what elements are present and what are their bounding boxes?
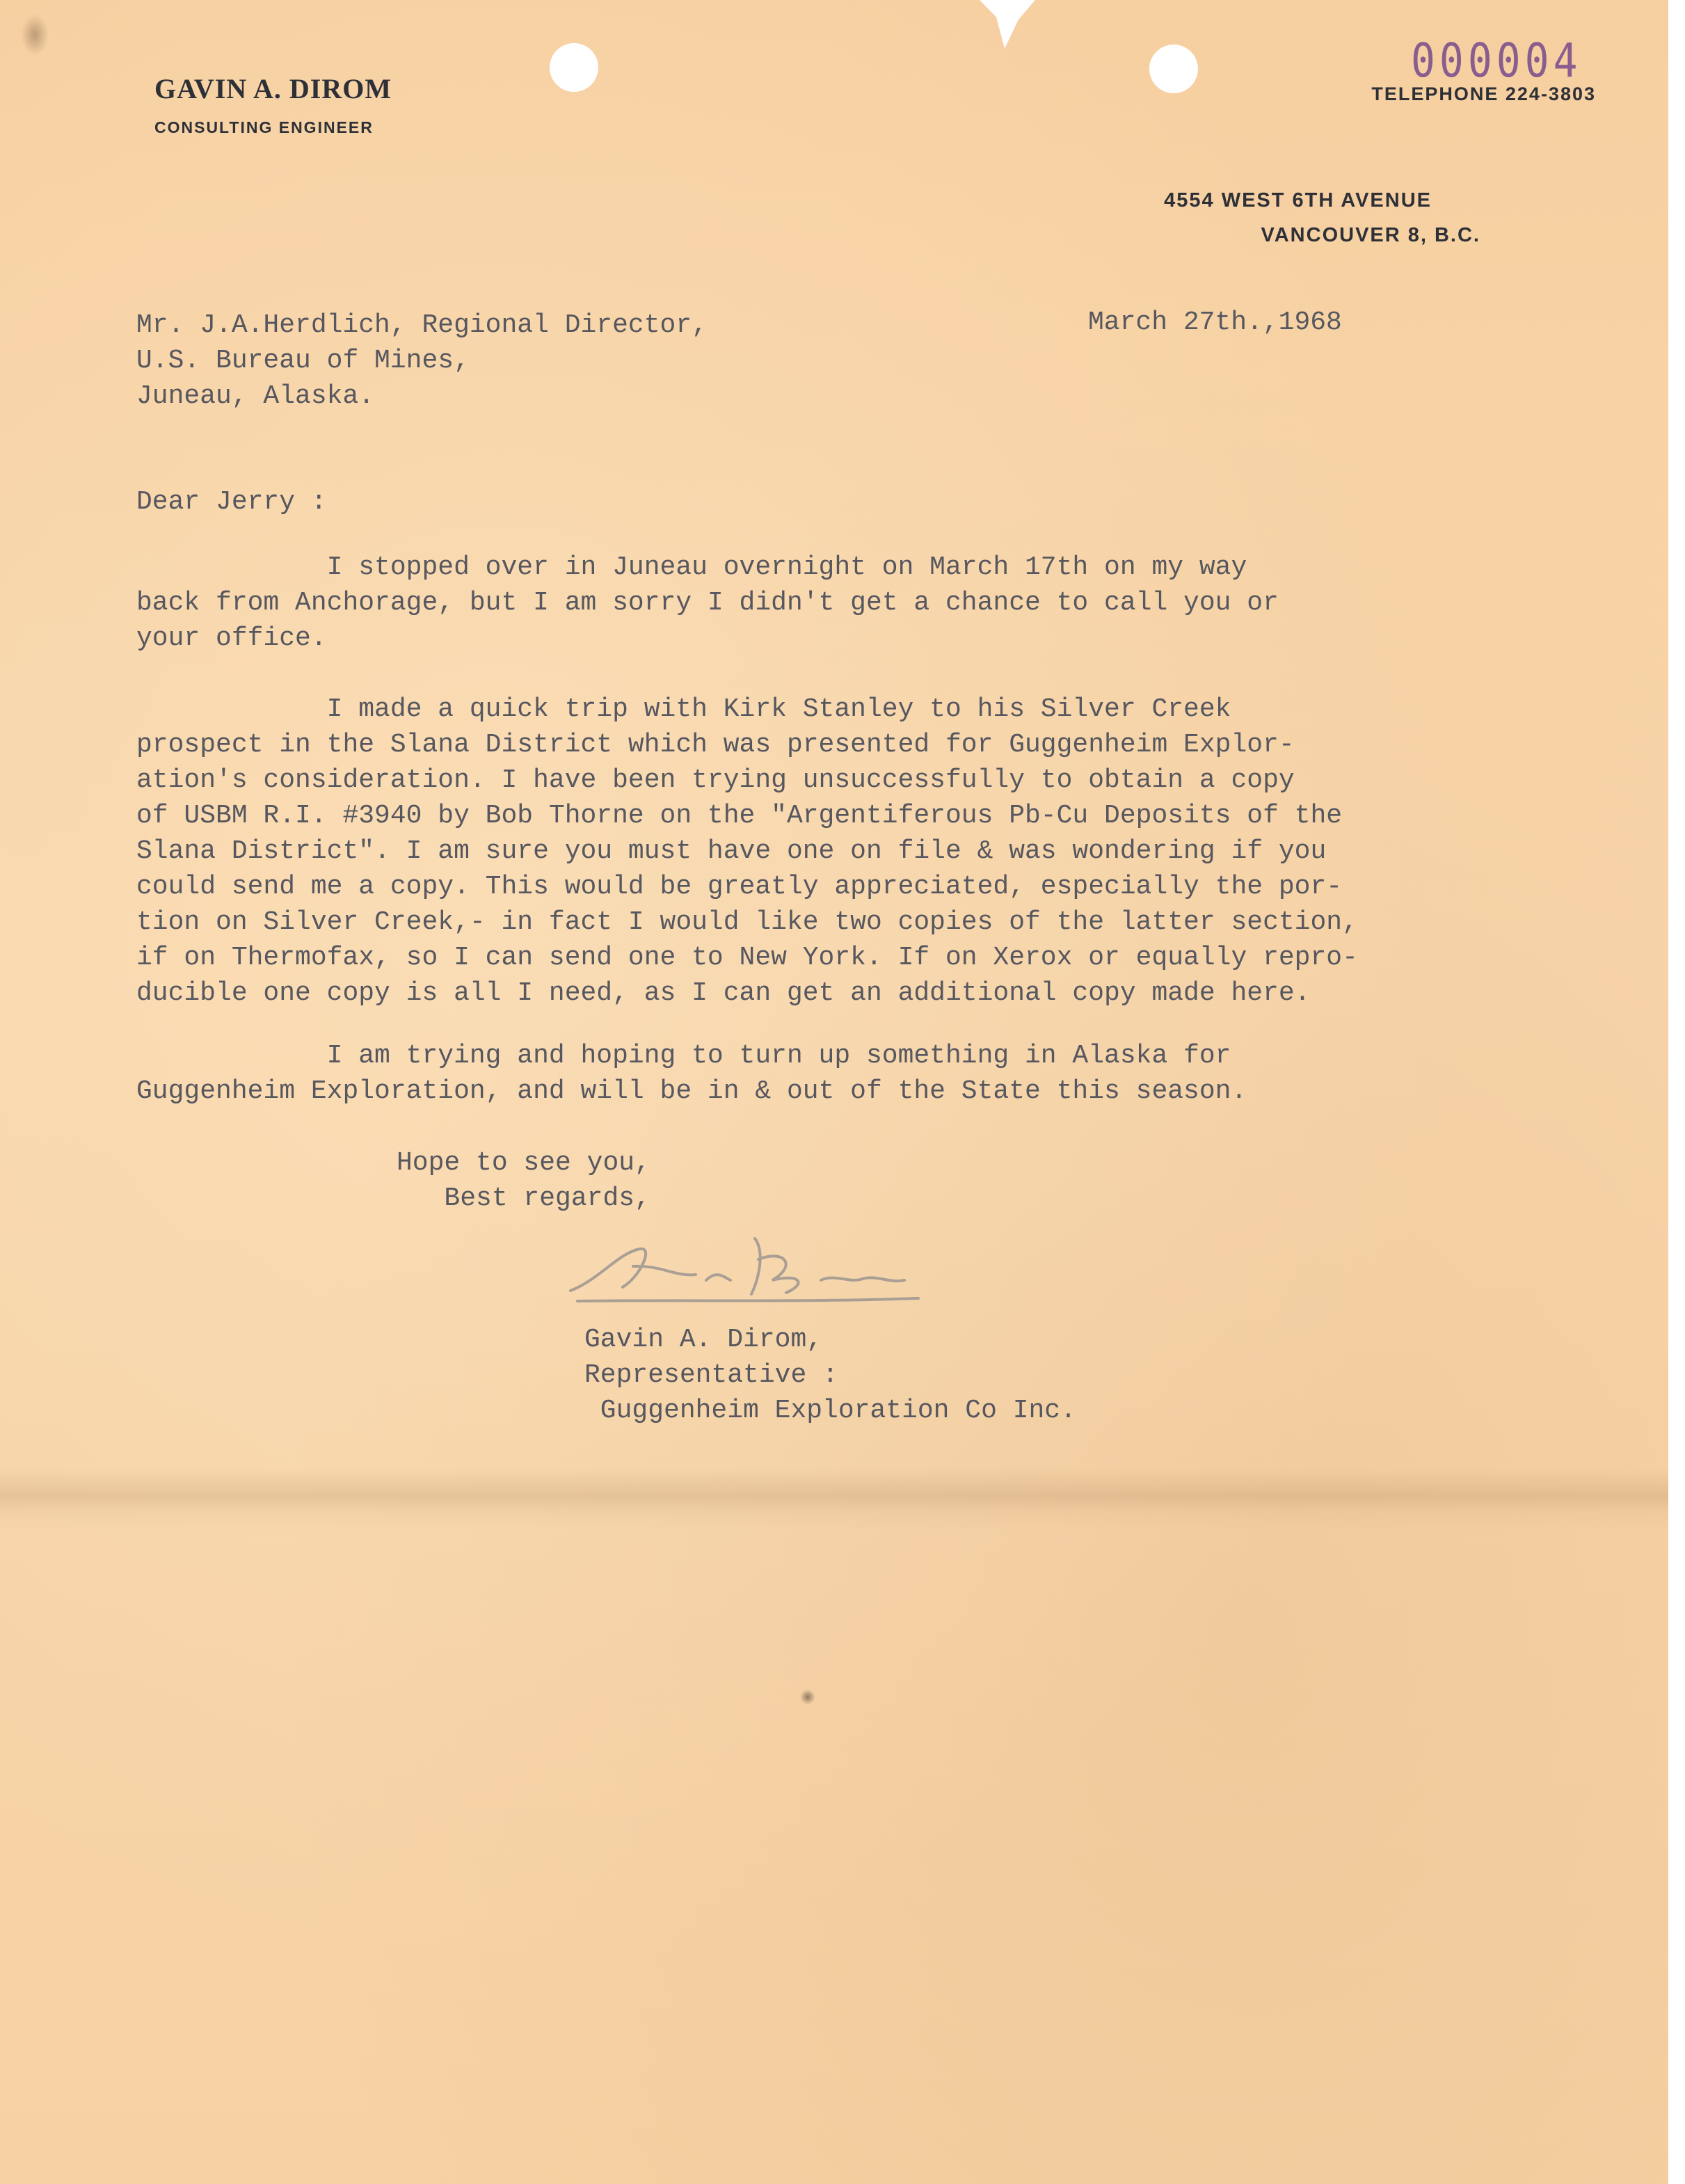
body-line: ation's consideration. I have been trying unsuccessfully to obtain a copy	[136, 765, 1295, 795]
letterhead-name: GAVIN A. DIROM	[154, 73, 392, 104]
body-line: prospect in the Slana District which was presented for Guggenheim Explor-	[136, 730, 1295, 760]
letterhead-address-city: VANCOUVER 8, B.C.	[1261, 224, 1480, 246]
recipient-block	[136, 308, 708, 414]
signer-name: Gavin A. Dirom,	[584, 1325, 823, 1355]
body-line: of USBM R.I. #3940 by Bob Thorne on the "Argentiferous Pb-Cu Deposits of the	[136, 801, 1343, 831]
letterhead-address-street: 4554 WEST 6TH AVENUE	[1164, 189, 1432, 212]
smudge	[21, 14, 49, 56]
body-line: back from Anchorage, but I am sorry I didn't get a chance to call you or	[136, 588, 1279, 618]
letter-date: March 27th.,1968	[1088, 308, 1342, 337]
salutation: Dear Jerry :	[136, 487, 327, 517]
body-line: Guggenheim Exploration, and will be in & out of the State this season.	[136, 1076, 1247, 1106]
body-line: could send me a copy. This would be greatly appreciated, especially the por-	[136, 872, 1343, 902]
body-paragraph-1	[136, 550, 1279, 656]
recipient-line: Mr. J.A.Herdlich, Regional Director,	[136, 310, 708, 340]
body-line: ducible one copy is all I need, as I can get an additional copy made here.	[136, 978, 1311, 1008]
body-line: I stopped over in Juneau overnight on March 17th on my way	[136, 552, 1247, 582]
recipient-line: U.S. Bureau of Mines,	[136, 346, 470, 376]
closing-line: Best regards,	[397, 1183, 650, 1213]
body-line: if on Thermofax, so I can send one to New York. If on Xerox or equally repro-	[136, 943, 1358, 973]
body-line: tion on Silver Creek,- in fact I would like two copies of the latter section,	[136, 907, 1358, 937]
body-paragraph-2	[136, 692, 1358, 1011]
scan-margin	[1668, 0, 1685, 2184]
signature-block	[584, 1322, 1076, 1428]
fold-line	[0, 1468, 1668, 1531]
letterhead-telephone: TELEPHONE 224-3803	[1371, 83, 1596, 104]
body-paragraph-3	[136, 1038, 1247, 1109]
handwritten-signature	[557, 1211, 932, 1315]
ink-spot	[800, 1689, 815, 1705]
body-line: I am trying and hoping to turn up something in Alaska for	[136, 1041, 1231, 1071]
body-line: I made a quick trip with Kirk Stanley to his Silver Creek	[136, 694, 1231, 724]
letterhead-title: CONSULTING ENGINEER	[154, 118, 374, 136]
punch-hole-left	[550, 43, 598, 92]
signer-role: Representative :	[584, 1360, 838, 1390]
signer-company: Guggenheim Exploration Co Inc.	[584, 1396, 1076, 1426]
closing-line: Hope to see you,	[397, 1148, 650, 1178]
document-stamp-number: 000004	[1411, 33, 1582, 88]
recipient-line: Juneau, Alaska.	[136, 381, 375, 411]
punch-hole-right	[1149, 45, 1198, 93]
body-line: Slana District". I am sure you must have one on file & was wondering if you	[136, 836, 1327, 866]
body-line: your office.	[136, 623, 327, 653]
paper-tear	[980, 0, 1035, 49]
closing-block	[397, 1145, 650, 1216]
